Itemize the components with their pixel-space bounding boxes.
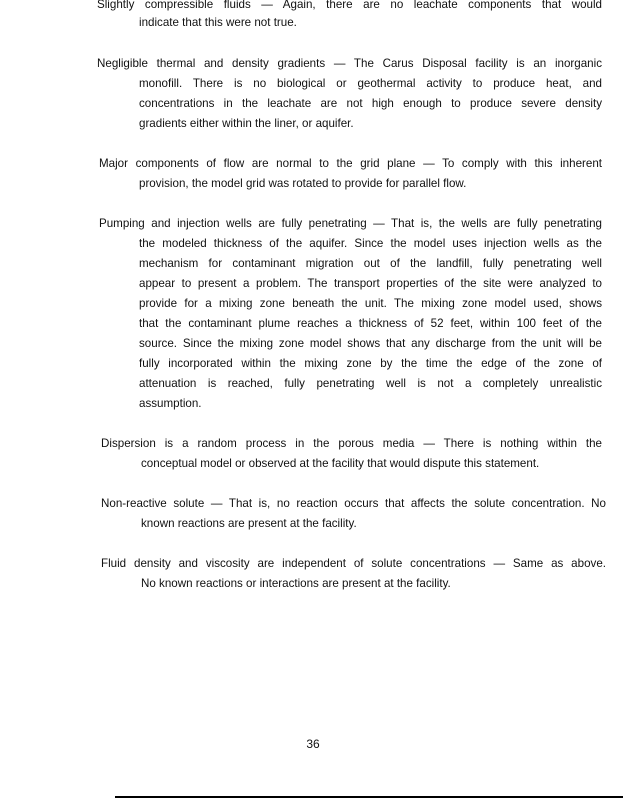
text-line: Fluid density and viscosity are independent of solute concentrations — Same as above. bbox=[101, 557, 606, 570]
text-line: the modeled thickness of the aquifer. Since the model uses injection wells as the bbox=[139, 237, 602, 250]
text-line: assumption. bbox=[139, 397, 202, 410]
text-line: provision, the model grid was rotated to provide for parallel flow. bbox=[139, 177, 467, 190]
page-number: 36 bbox=[306, 737, 320, 751]
text-line: Negligible thermal and density gradients — The Carus Disposal facility is an inorganic bbox=[97, 57, 602, 70]
text-line: Major components of flow are normal to the grid plane — To comply with this inherent bbox=[99, 157, 602, 170]
text-line: gradients either within the liner, or aquifer. bbox=[139, 117, 354, 130]
text-line: appear to present a problem. The transport properties of the site were analyzed to bbox=[139, 277, 602, 290]
text-line: known reactions are present at the facility. bbox=[141, 517, 357, 530]
text-line: provide for a mixing zone beneath the unit. The mixing zone model used, shows bbox=[139, 297, 602, 310]
text-line: source. Since the mixing zone model shows that any discharge from the unit will be bbox=[139, 337, 602, 350]
text-line: fully incorporated within the mixing zone by the time the edge of the zone of bbox=[139, 357, 602, 370]
text-line: conceptual model or observed at the facility that would dispute this statement. bbox=[141, 457, 540, 470]
text-line: Pumping and injection wells are fully penetrating — That is, the wells are fully penetrating bbox=[99, 217, 602, 230]
text-line: Dispersion is a random process in the porous media — There is nothing within the bbox=[101, 437, 602, 450]
text-line: mechanism for contaminant migration out of the landfill, fully penetrating well bbox=[139, 257, 602, 270]
text-line: concentrations in the leachate are not high enough to produce severe density bbox=[139, 97, 602, 110]
text-line: monofill. There is no biological or geothermal activity to produce heat, and bbox=[139, 77, 602, 90]
text-line: Non-reactive solute — That is, no reaction occurs that affects the solute concentration. No bbox=[101, 497, 606, 510]
text-line: attenuation is reached, fully penetrating well is not a completely unrealistic bbox=[139, 377, 602, 390]
text-line: that the contaminant plume reaches a thickness of 52 feet, within 100 feet of the bbox=[139, 317, 602, 330]
text-line: indicate that this were not true. bbox=[139, 16, 297, 29]
text-line: No known reactions or interactions are present at the facility. bbox=[141, 577, 451, 590]
footer-rule bbox=[115, 796, 623, 798]
text-line: Slightly compressible fluids — Again, there are no leachate components that would bbox=[97, 0, 602, 11]
